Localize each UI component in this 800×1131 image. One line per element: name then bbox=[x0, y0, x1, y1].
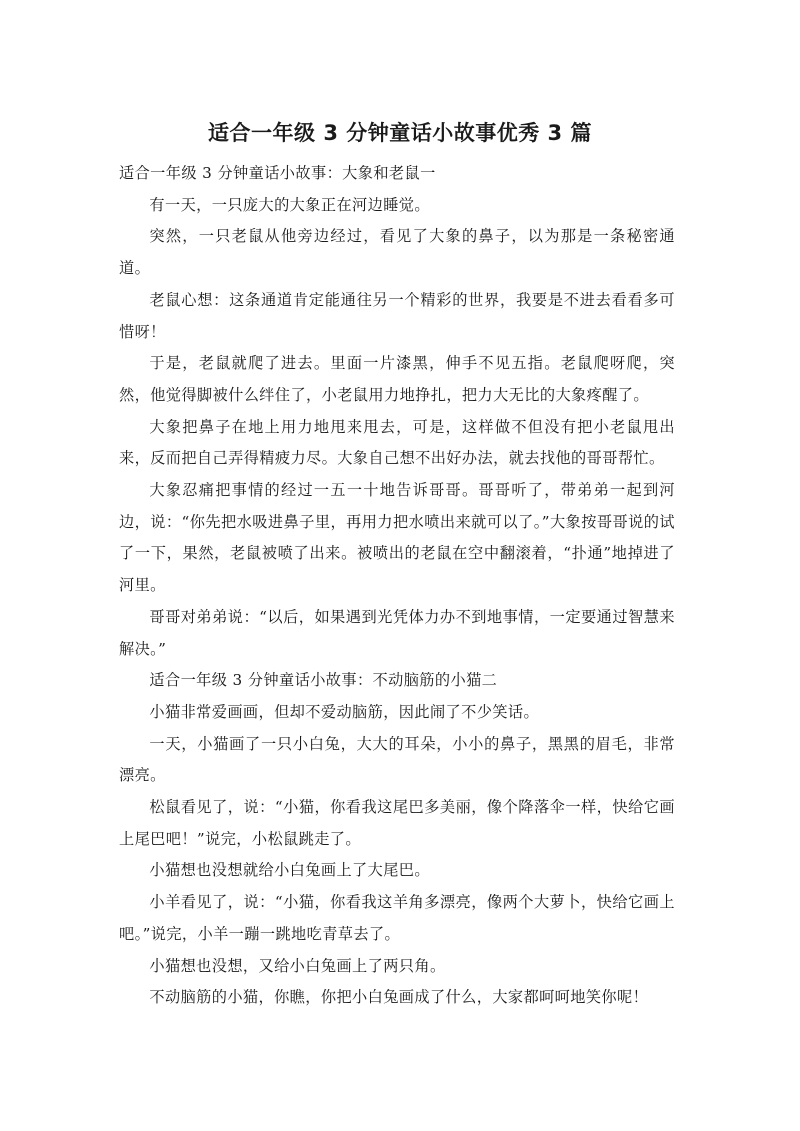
paragraph: 小猫想也没想就给小白兔画上了大尾巴。 bbox=[149, 861, 430, 880]
paragraph: 有一天，一只庞大的大象正在河边睡觉。 bbox=[149, 195, 430, 214]
paragraph: 哥哥对弟弟说：“以后，如果遇到光凭体力办不到地事情，一定要通过智慧来解决。” bbox=[119, 607, 675, 658]
document-body bbox=[119, 158, 675, 1014]
paragraph: 突然，一只老鼠从他旁边经过，看见了大象的鼻子，以为那是一条秘密通道。 bbox=[119, 227, 675, 278]
paragraph: 不动脑筋的小猫，你瞧，你把小白兔画成了什么，大家都呵呵地笑你呢！ bbox=[149, 988, 649, 1007]
paragraph: 老鼠心想：这条通道肯定能通往另一个精彩的世界，我要是不进去看看多可惜呀！ bbox=[119, 290, 675, 341]
paragraph: 一天，小猫画了一只小白兔，大大的耳朵，小小的鼻子，黑黑的眉毛，非常漂亮。 bbox=[119, 734, 675, 785]
paragraph: 小羊看见了，说：“小猫，你看我这羊角多漂亮，像两个大萝卜，快给它画上吧。”说完，小羊一蹦一跳地吃青草去了。 bbox=[119, 893, 675, 943]
paragraph: 大象忍痛把事情的经过一五一十地告诉哥哥。哥哥听了，带弟弟一起到河边，说：“你先把水吸进鼻子里，再用力把水喷出来就可以了。”大象按哥哥说的试了一下，果然，老鼠被喷了出来。被喷出的老鼠在空中翻滚着，“扑通”地掉进了河里。 bbox=[119, 481, 675, 595]
paragraph: 大象把鼻子在地上用力地甩来甩去，可是，这样做不但没有把小老鼠甩出来，反而把自己弄得精疲力尽。大象自己想不出好办法，就去找他的哥哥帮忙。 bbox=[119, 417, 675, 468]
paragraph: 小猫想也没想，又给小白兔画上了两只角。 bbox=[149, 956, 446, 975]
paragraph: 小猫非常爱画画，但却不爱动脑筋，因此闹了不少笑话。 bbox=[149, 702, 540, 721]
paragraph: 于是，老鼠就爬了进去。里面一片漆黑，伸手不见五指。老鼠爬呀爬，突然，他觉得脚被什么绊住了，小老鼠用力地挣扎，把力大无比的大象疼醒了。 bbox=[119, 354, 675, 404]
story-heading-1: 适合一年级 3 分钟童话小故事：大象和老鼠一 bbox=[119, 164, 436, 182]
document-title: 适合一年级 3 分钟童话小故事优秀 3 篇 bbox=[208, 121, 592, 145]
paragraph: 松鼠看见了，说：“小猫，你看我这尾巴多美丽，像个降落伞一样，快给它画上尾巴吧！”说完，小松鼠跳走了。 bbox=[119, 798, 675, 848]
story-heading-2: 适合一年级 3 分钟童话小故事：不动脑筋的小猫二 bbox=[149, 671, 498, 690]
